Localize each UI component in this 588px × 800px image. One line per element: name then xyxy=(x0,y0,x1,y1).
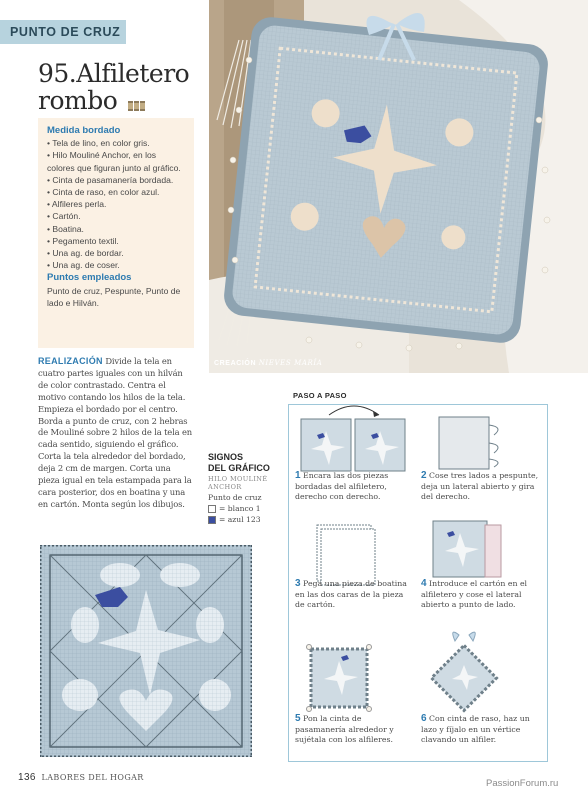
chart-legend xyxy=(208,452,283,524)
credit-label: CREACIÓN xyxy=(214,360,257,367)
legend-title xyxy=(208,452,283,473)
legend-stitch: Punto de cruz xyxy=(208,493,262,502)
material-item: • Una ag. de bordar. xyxy=(47,247,186,259)
page-number: 136 xyxy=(18,772,36,783)
points-text: Punto de cruz, Pespunte, Punto de lado e Hilván. xyxy=(47,285,181,308)
page-footer xyxy=(18,772,144,783)
material-item: • Cinta de raso, en color azul. xyxy=(47,186,186,198)
step-4 xyxy=(421,579,539,611)
step-number: 3 xyxy=(295,578,301,589)
watermark: PassionForum.ru xyxy=(486,778,559,789)
title-number: 95. xyxy=(38,59,77,88)
page-title xyxy=(38,60,203,116)
steps-panel xyxy=(288,404,548,762)
step-1 xyxy=(295,471,413,503)
step-2 xyxy=(421,471,539,503)
blanco-swatch-icon xyxy=(208,505,216,513)
material-item: • Boatina. xyxy=(47,223,186,235)
step-number: 2 xyxy=(421,470,427,481)
step-text: Introduce el cartón en el alfiletero y cose el lateral abierto a punto de lado. xyxy=(421,579,528,609)
points-heading: Puntos empleados xyxy=(47,272,132,284)
pincushion-photo-illustration xyxy=(209,0,588,373)
cross-stitch-chart xyxy=(40,545,252,757)
legend-sub-line1: HILO MOULINÉ xyxy=(208,475,268,483)
step-number: 4 xyxy=(421,578,427,589)
legend-key-azul xyxy=(208,515,283,524)
material-item: • Hilo Mouliné Anchor, en los colores que figuran junto al gráfico. xyxy=(47,149,186,173)
step-text: Cose tres lados a pespunte, deja un lateral abierto y gira del derecho. xyxy=(421,471,539,501)
magazine-name: LABORES DEL HOGAR xyxy=(41,773,144,782)
legend-key-label: = blanco 1 xyxy=(219,504,261,513)
section-tag: PUNTO DE CRUZ xyxy=(0,20,126,44)
material-item: • Una ag. de coser. xyxy=(47,259,186,271)
step-number: 6 xyxy=(421,713,427,724)
material-item: • Cartón. xyxy=(47,210,186,222)
step-3 xyxy=(295,579,413,611)
title-line1: Alfiletero xyxy=(76,59,190,88)
legend-title-line1: SIGNOS xyxy=(208,452,244,462)
azul-swatch-icon xyxy=(208,516,216,524)
legend-title-line2: DEL GRÁFICO xyxy=(208,462,270,473)
legend-subtitle xyxy=(208,475,283,491)
materials-heading: Medida bordado xyxy=(47,125,121,136)
step-text: Con cinta de raso, haz un lazo y fíjalo en un vértice clavando un alfiler. xyxy=(421,714,530,744)
material-item: • Tela de lino, en color gris. xyxy=(47,137,186,149)
instructions-body: Divide la tela en cuatro partes iguales con un hilván de color contrastado. Centra el motivo contando los hilos de la tela. Empieza el bordado por el centro. Borda a punto de cruz, con 2 hebras de Mouliné sobre 2 hilos de la tela en cada sentido, siguiendo el gráfico. Corta la tela alrededor del bordado, deja 2 cm de margen. Corta una pieza igual en tela estampada para la cara posterior, dos en boatina y una en cartón. Monta según los dibujos. xyxy=(38,356,193,509)
materials-panel xyxy=(38,118,194,348)
photo-credit xyxy=(214,359,322,367)
material-item: • Alfileres perla. xyxy=(47,198,186,210)
difficulty-spools-icon xyxy=(128,89,146,116)
instructions-lead: REALIZACIÓN xyxy=(38,356,103,366)
instructions-text xyxy=(38,356,194,511)
title-line2: rombo xyxy=(38,86,118,115)
step-number: 1 xyxy=(295,470,301,481)
step-number: 5 xyxy=(295,713,301,724)
material-item: • Cinta de pasamanería bordada. xyxy=(47,174,186,186)
material-item: • Pegamento textil. xyxy=(47,235,186,247)
step-text: Encara las dos piezas bordadas del alfiletero, derecho con derecho. xyxy=(295,471,389,501)
legend-key-label: = azul 123 xyxy=(219,515,261,524)
step-5 xyxy=(295,714,413,746)
chart-grid-illustration xyxy=(40,545,252,757)
step-text: Pega una pieza de boatina en las dos caras de la pieza de cartón. xyxy=(295,579,407,609)
credit-name: NIEVES MARÍA xyxy=(258,359,323,367)
steps-title: PASO A PASO xyxy=(293,391,347,400)
step-text: Pon la cinta de pasamanería alrededor y sujétala con los alfileres. xyxy=(295,714,394,744)
step-6 xyxy=(421,714,539,746)
legend-key-blanco xyxy=(208,504,283,513)
legend-sub-line2: ANCHOR xyxy=(208,483,242,491)
product-photo xyxy=(209,0,588,373)
